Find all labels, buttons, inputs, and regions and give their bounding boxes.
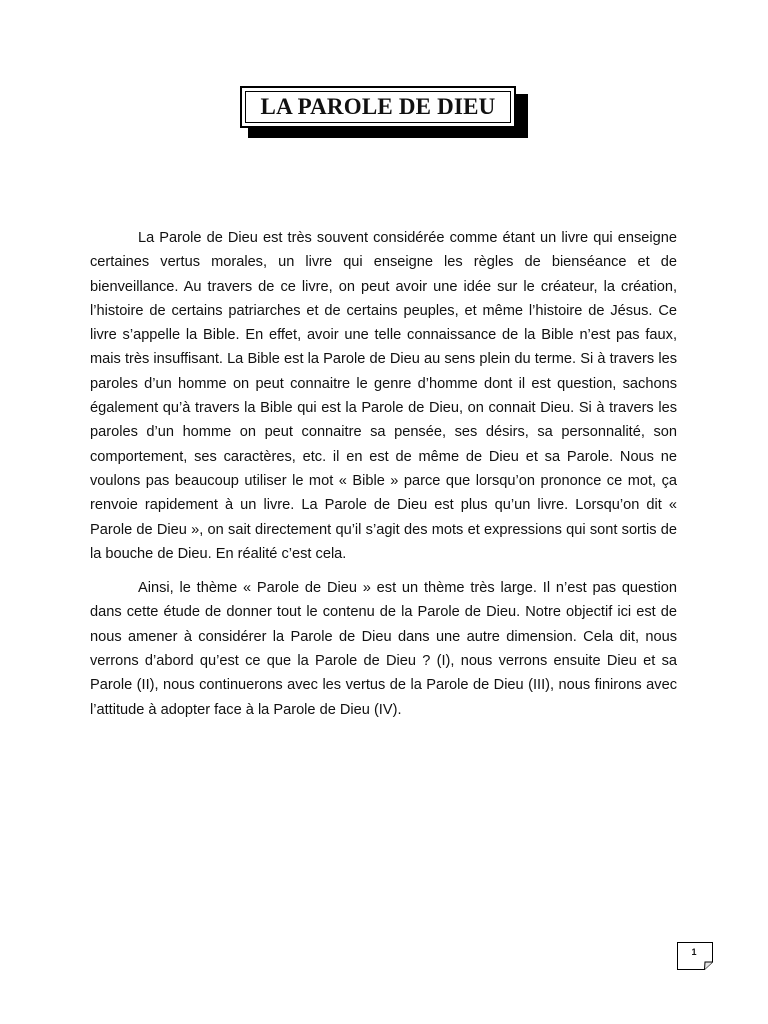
- title-frame: [240, 86, 520, 130]
- paragraph-1: La Parole de Dieu est très souvent considérée comme étant un livre qui enseigne certaines vertus morales, un livre qui enseigne les règles de bienséance et de bienveillance. Au travers de ce livre, on peut avoir une idée sur le créateur, la création, l’histoire de certains patriarches et de certains peuples, et même l’histoire de Jésus. Ce livre s’appelle la Bible. En effet, avoir une telle connaissance de la Bible n’est pas faux, mais très insuffisant. La Bible est la Parole de Dieu au sens plein du terme. Si à travers les paroles d’un homme on peut connaitre le genre d’homme dont il est question, sachons également qu’à travers la Bible qui est la Parole de Dieu, on connait Dieu. Si à travers les paroles d’un homme on peut connaitre sa pensée, ses désirs, sa personnalité, son comportement, ses caractères, etc. il en est de même de Dieu et sa Parole. Nous ne voulons pas beaucoup utiliser le mot « Bible » parce que lorsqu’on prononce ce mot, ça renvoie rapidement à un livre. La Parole de Dieu est plus qu’un livre. Lorsqu’on dit « Parole de Dieu », on sait directement qu’il s’agit des mots et expressions qui sont sortis de la bouche de Dieu. En réalité c’est cela.: [90, 230, 677, 562]
- body-text: [90, 226, 677, 732]
- page-number-box: [677, 942, 713, 970]
- page-title: LA PAROLE DE DIEU: [260, 94, 496, 119]
- page-number: 1: [691, 947, 697, 957]
- title-box: [240, 86, 516, 128]
- title-inner-border: [245, 91, 511, 123]
- paragraph-2: Ainsi, le thème « Parole de Dieu » est un thème très large. Il n’est pas question dans cette étude de donner tout le contenu de la Parole de Dieu. Notre objectif ici est de nous amener à considérer la Parole de Dieu dans une autre dimension. Cela dit, nous verrons d’abord qu’est ce que la Parole de Dieu ? (I), nous verrons ensuite Dieu et sa Parole (II), nous continuerons avec les vertus de la Parole de Dieu (III), nous finirons avec l’attitude à adopter face à la Parole de Dieu (IV).: [90, 580, 677, 718]
